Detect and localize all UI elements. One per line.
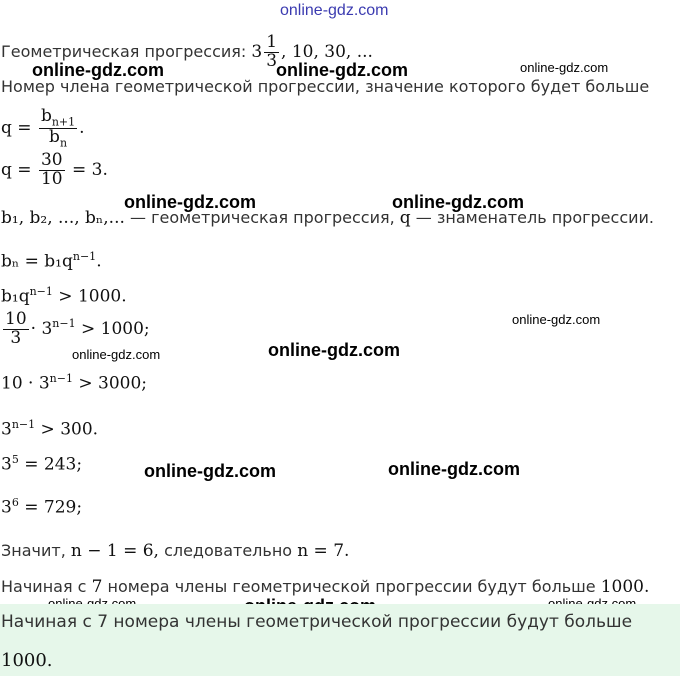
- fraction: [39, 152, 65, 189]
- watermark: online-gdz.com: [124, 192, 256, 212]
- watermark: online-gdz.com: [276, 60, 408, 80]
- watermark: online-gdz.com: [392, 192, 524, 212]
- watermark-top: online-gdz.com: [280, 2, 389, 19]
- ratio-formula: [1, 108, 85, 149]
- q-symbol: q: [399, 208, 411, 228]
- answer-value: 1000.: [1, 650, 53, 671]
- watermark: online-gdz.com: [32, 60, 164, 80]
- sequence-terms: b₁, b₂, ..., bₙ,...: [1, 208, 125, 228]
- definition-text-2: — знаменатель прогрессии.: [415, 208, 654, 227]
- denominator: 3: [266, 50, 278, 71]
- watermark: online-gdz.com: [144, 461, 276, 481]
- definition-text: — геометрическая прогрессия,: [129, 208, 395, 227]
- whole-part: 3: [251, 41, 263, 62]
- denominator: $b_n$: [49, 126, 68, 150]
- fraction: [3, 311, 29, 348]
- watermark: online-gdz.com: [388, 459, 520, 479]
- answer-text: Начиная с 7 номера члены геометрической прогрессии будут больше: [1, 612, 633, 632]
- numerator: 1: [266, 32, 278, 52]
- watermark: online-gdz.com: [72, 347, 161, 362]
- inequality-3: $10 \cdot 3^{n-1} > 3000$;: [1, 372, 148, 394]
- period: .: [79, 117, 85, 138]
- statement-text: Геометрическая прогрессия:: [1, 41, 247, 61]
- watermark: online-gdz.com: [268, 340, 400, 360]
- power-check-1: $3^5 = 243$;: [1, 453, 83, 475]
- watermark: online-gdz.com: [512, 312, 601, 327]
- definition-line: [1, 208, 654, 228]
- denominator: 10: [40, 168, 63, 189]
- result: = 3.: [71, 159, 108, 180]
- fraction: [39, 108, 77, 149]
- mixed-number: [251, 32, 373, 71]
- sequence-rest: , 10, 30, ...: [281, 41, 373, 62]
- power-check-2: $3^6 = 729$;: [1, 496, 83, 518]
- numerator: 10: [5, 309, 27, 329]
- fraction: [264, 34, 279, 71]
- conclusion-line: Значит, n − 1 = 6, следовательно n = 7.: [1, 541, 350, 561]
- question-text: Номер члена геометрической прогрессии, значение которого будет больше: [1, 77, 650, 96]
- denominator: 3: [10, 327, 22, 348]
- inequality-2: $\frac{10}{3}$ · $3^{n-1} > 1000$;: [5, 309, 150, 348]
- problem-statement: [1, 34, 373, 71]
- inequality-4: $3^{n-1} > 300$.: [1, 418, 99, 440]
- inequality-1: $b_1q^{n-1} > 1000$.: [1, 285, 127, 307]
- ratio-value: [1, 152, 108, 189]
- watermark: online-gdz.com: [520, 60, 609, 75]
- answer-box: [0, 604, 680, 676]
- q-equals: q =: [1, 117, 32, 138]
- numerator: 30: [40, 150, 63, 170]
- general-term-formula: $b_n = b_1q^{n-1}$.: [1, 250, 102, 272]
- final-statement: Начиная с 7 номера члены геометрической прогрессии будут больше 1000.: [1, 577, 650, 597]
- q-equals: q =: [1, 159, 32, 180]
- numerator: $b_{n+1}$: [40, 106, 76, 129]
